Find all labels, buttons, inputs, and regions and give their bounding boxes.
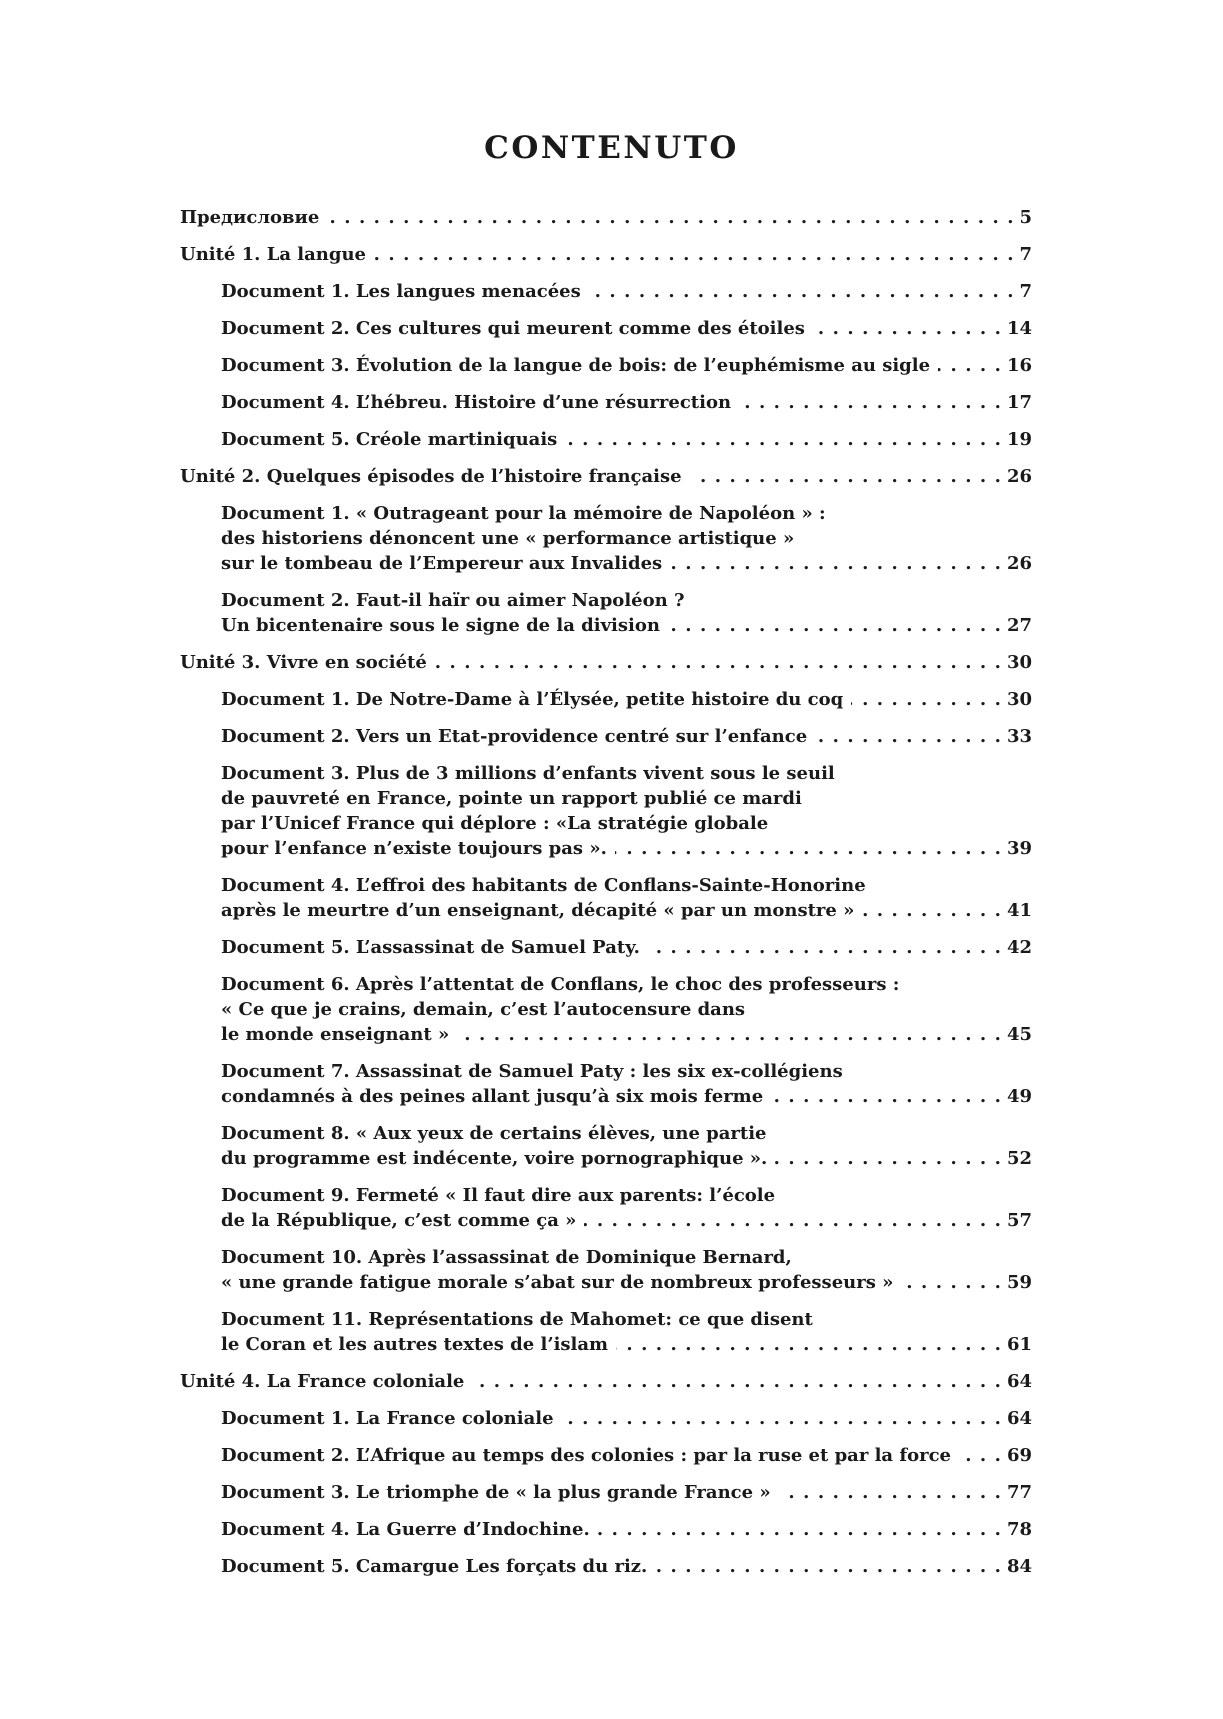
- page-number: 27: [1006, 615, 1032, 636]
- toc-entry-final-line: [180, 1369, 1032, 1394]
- dot-leader: [584, 1208, 1001, 1233]
- dot-leader: [739, 390, 1001, 415]
- dot-leader: [771, 1084, 1001, 1109]
- toc-entry-final-line: [221, 1554, 1032, 1579]
- toc-document-entry[interactable]: [221, 1443, 1032, 1468]
- toc-document-entry[interactable]: [221, 390, 1032, 415]
- toc-entry-line: Document 3. Plus de 3 millions d’enfants vivent sous le seuil: [221, 763, 835, 784]
- toc-document-entry[interactable]: [221, 1554, 1032, 1579]
- toc-entry-final-line: [221, 427, 1032, 452]
- toc-entry-final-line: [221, 1443, 1032, 1468]
- toc-document-entry[interactable]: [221, 427, 1032, 452]
- page-number: 59: [1006, 1272, 1032, 1293]
- toc-entry-final-line: [180, 464, 1032, 489]
- page-number: 7: [1019, 281, 1032, 302]
- toc-entry-line: condamnés à des peines allant jusqu’à six mois ferme: [221, 1086, 764, 1107]
- page-number: 57: [1006, 1210, 1032, 1231]
- toc-entry-line: Document 2. Ces cultures qui meurent comme des étoiles: [221, 318, 805, 339]
- page-number: 30: [1006, 689, 1032, 710]
- toc-entry-line: des historiens dénoncent une « performance artistique »: [221, 528, 795, 549]
- toc-entry-final-line: [180, 242, 1032, 267]
- dot-leader: [616, 1332, 1001, 1357]
- toc-document-entry[interactable]: [221, 1121, 1032, 1171]
- dot-leader: [938, 353, 1001, 378]
- toc-entry-final-line: [221, 316, 1032, 341]
- toc-entry-final-line: [221, 1270, 1032, 1295]
- toc-entry-line: le monde enseignant »: [221, 1024, 450, 1045]
- toc-unit-entry[interactable]: [180, 650, 1032, 675]
- page-number: 16: [1006, 355, 1032, 376]
- toc-document-entry[interactable]: [221, 1245, 1032, 1295]
- toc-entry-line: Document 1. Les langues menacées: [221, 281, 581, 302]
- toc-document-entry[interactable]: [221, 873, 1032, 923]
- dot-leader: [435, 650, 1001, 675]
- toc-entry-final-line: [221, 279, 1032, 304]
- toc-entry-line: Document 11. Représentations de Mahomet: ce que disent: [221, 1309, 813, 1330]
- toc-document-entry[interactable]: [221, 761, 1032, 861]
- toc-entry-line: Document 10. Après l’assassinat de Dominique Bernard,: [221, 1247, 792, 1268]
- toc-entry-line: Предисловие: [180, 207, 320, 228]
- dot-leader: [670, 551, 1001, 576]
- dot-leader: [851, 687, 1001, 712]
- toc-document-entry[interactable]: [221, 1059, 1032, 1109]
- toc-entry-line: par l’Unicef France qui déplore : «La stratégie globale: [221, 813, 769, 834]
- toc-entry-line: Document 4. L’effroi des habitants de Conflans-Sainte-Honorine: [221, 875, 866, 896]
- toc-entry-final-line: [221, 1480, 1032, 1505]
- page-number: 45: [1006, 1024, 1032, 1045]
- toc-entry-line: Document 3. Le triomphe de « la plus grande France »: [221, 1482, 771, 1503]
- toc-entry-line: Document 5. L’assassinat de Samuel Paty.: [221, 937, 640, 958]
- page-number: 84: [1006, 1556, 1032, 1577]
- dot-leader: [589, 279, 1014, 304]
- page-number: 33: [1006, 726, 1032, 747]
- dot-leader: [862, 898, 1001, 923]
- toc-entry-line: de la République, c’est comme ça »: [221, 1210, 577, 1231]
- toc-entry-final-line: [180, 205, 1032, 230]
- toc-entry-line: Document 1. « Outrageant pour la mémoire de Napoléon » :: [221, 503, 826, 524]
- toc-entry-line: Document 4. L’hébreu. Histoire d’une résurrection: [221, 392, 732, 413]
- dot-leader: [472, 1369, 1001, 1394]
- page-number: 61: [1006, 1334, 1032, 1355]
- toc-entry-line: Document 6. Après l’attentat de Conflans, le choc des professeurs :: [221, 974, 900, 995]
- toc-entry-final-line: [180, 650, 1032, 675]
- toc-entry-line: après le meurtre d’un enseignant, décapité « par un monstre »: [221, 900, 855, 921]
- page-number: 26: [1006, 466, 1032, 487]
- page-number: 19: [1006, 429, 1032, 450]
- toc-document-entry[interactable]: [221, 935, 1032, 960]
- page-number: 64: [1006, 1371, 1032, 1392]
- toc-entry-final-line: [221, 1022, 1032, 1047]
- toc-entry-line: Document 9. Fermeté « Il faut dire aux parents: l’école: [221, 1185, 776, 1206]
- dot-leader: [813, 316, 1001, 341]
- page-number: 30: [1006, 652, 1032, 673]
- toc-entry-final-line: [221, 836, 1032, 861]
- page-number: 78: [1006, 1519, 1032, 1540]
- toc-preface-entry[interactable]: [180, 205, 1032, 230]
- toc-entry-final-line: [221, 1406, 1032, 1431]
- page-number: 7: [1019, 244, 1032, 265]
- toc-unit-entry[interactable]: [180, 464, 1032, 489]
- dot-leader: [668, 613, 1001, 638]
- dot-leader: [959, 1443, 1001, 1468]
- toc-entry-line: « une grande fatigue morale s’abat sur de nombreux professeurs »: [221, 1272, 894, 1293]
- toc-entry-line: Document 1. La France coloniale: [221, 1408, 554, 1429]
- toc-entry-line: du programme est indécente, voire pornographique ».: [221, 1148, 768, 1169]
- toc-entry-line: « Ce que je crains, demain, c’est l’autocensure dans: [221, 999, 746, 1020]
- page-number: 26: [1006, 553, 1032, 574]
- dot-leader: [815, 724, 1001, 749]
- toc-entry-line: Document 5. Camargue Les forçats du riz.: [221, 1556, 648, 1577]
- toc-entry-line: Document 2. Vers un Etat-providence centré sur l’enfance: [221, 726, 808, 747]
- toc-document-entry[interactable]: [221, 353, 1032, 378]
- dot-leader: [457, 1022, 1001, 1047]
- dot-leader: [598, 1517, 1001, 1542]
- toc-entry-final-line: [221, 551, 1032, 576]
- dot-leader: [562, 1406, 1001, 1431]
- toc-entry-final-line: [221, 724, 1032, 749]
- page-number: 5: [1019, 207, 1032, 228]
- toc-document-entry[interactable]: [221, 279, 1032, 304]
- toc-entry-line: Unité 4. La France coloniale: [180, 1371, 465, 1392]
- toc-entry-line: Document 2. L’Afrique au temps des colonies : par la ruse et par la force: [221, 1445, 951, 1466]
- dot-leader: [565, 427, 1001, 452]
- toc-entry-line: Document 8. « Aux yeux de certains élèves, une partie: [221, 1123, 767, 1144]
- page-number: 14: [1006, 318, 1032, 339]
- toc-entry-line: Document 1. De Notre-Dame à l’Élysée, petite histoire du coq: [221, 689, 844, 710]
- toc-document-entry[interactable]: [221, 1307, 1032, 1357]
- toc-document-entry[interactable]: [221, 724, 1032, 749]
- page-number: 64: [1006, 1408, 1032, 1429]
- toc-entry-line: Document 2. Faut-il haïr ou aimer Napoléon ?: [221, 590, 685, 611]
- toc-entry-final-line: [221, 1332, 1032, 1357]
- toc-document-entry[interactable]: [221, 1183, 1032, 1233]
- toc-entry-line: Unité 3. Vivre en société: [180, 652, 427, 673]
- toc-entry-final-line: [221, 687, 1032, 712]
- page-number: 41: [1006, 900, 1032, 921]
- toc-entry-line: pour l’enfance n’existe toujours pas ».: [221, 838, 607, 859]
- toc-unit-entry[interactable]: [180, 242, 1032, 267]
- toc-entry-line: le Coran et les autres textes de l’islam: [221, 1334, 609, 1355]
- toc-unit-entry[interactable]: [180, 1369, 1032, 1394]
- toc-document-entry[interactable]: [221, 1517, 1032, 1542]
- dot-leader: [615, 836, 1001, 861]
- toc-document-entry[interactable]: [221, 1480, 1032, 1505]
- toc-document-entry[interactable]: [221, 588, 1032, 638]
- page-title: CONTENUTO: [484, 130, 739, 166]
- toc-entry-final-line: [221, 1146, 1032, 1171]
- dot-leader: [690, 464, 1001, 489]
- toc-document-entry[interactable]: [221, 316, 1032, 341]
- toc-entry-line: Document 4. La Guerre d’Indochine.: [221, 1519, 590, 1540]
- toc-entry-final-line: [221, 353, 1032, 378]
- page-number: 52: [1006, 1148, 1032, 1169]
- page-number: 17: [1006, 392, 1032, 413]
- table-of-contents: [180, 205, 1032, 1591]
- page-number: 42: [1006, 937, 1032, 958]
- toc-entry-line: Unité 2. Quelques épisodes de l’histoire française: [180, 466, 682, 487]
- toc-document-entry[interactable]: [221, 501, 1032, 576]
- toc-entry-final-line: [221, 613, 1032, 638]
- dot-leader: [374, 242, 1013, 267]
- dot-leader: [327, 205, 1013, 230]
- page-number: 39: [1006, 838, 1032, 859]
- page-number: 69: [1006, 1445, 1032, 1466]
- toc-entry-line: sur le tombeau de l’Empereur aux Invalides: [221, 553, 663, 574]
- toc-entry-line: Document 7. Assassinat de Samuel Paty : les six ex-collégiens: [221, 1061, 843, 1082]
- page-number: 77: [1006, 1482, 1032, 1503]
- dot-leader: [648, 935, 1001, 960]
- page-number: 49: [1006, 1086, 1032, 1107]
- dot-leader: [655, 1554, 1001, 1579]
- toc-entry-final-line: [221, 1084, 1032, 1109]
- toc-entry-line: de pauvreté en France, pointe un rapport publié ce mardi: [221, 788, 802, 809]
- toc-entry-line: Document 3. Évolution de la langue de bois: de l’euphémisme au sigle: [221, 355, 931, 376]
- toc-entry-final-line: [221, 390, 1032, 415]
- toc-entry-line: Un bicentenaire sous le signe de la division: [221, 615, 660, 636]
- toc-entry-line: Unité 1. La langue: [180, 244, 367, 265]
- toc-entry-final-line: [221, 898, 1032, 923]
- toc-entry-final-line: [221, 1208, 1032, 1233]
- dot-leader: [775, 1146, 1001, 1171]
- toc-entry-final-line: [221, 935, 1032, 960]
- toc-document-entry[interactable]: [221, 687, 1032, 712]
- toc-entry-final-line: [221, 1517, 1032, 1542]
- dot-leader: [779, 1480, 1001, 1505]
- toc-document-entry[interactable]: [221, 1406, 1032, 1431]
- dot-leader: [901, 1270, 1001, 1295]
- toc-document-entry[interactable]: [221, 972, 1032, 1047]
- toc-entry-line: Document 5. Créole martiniquais: [221, 429, 558, 450]
